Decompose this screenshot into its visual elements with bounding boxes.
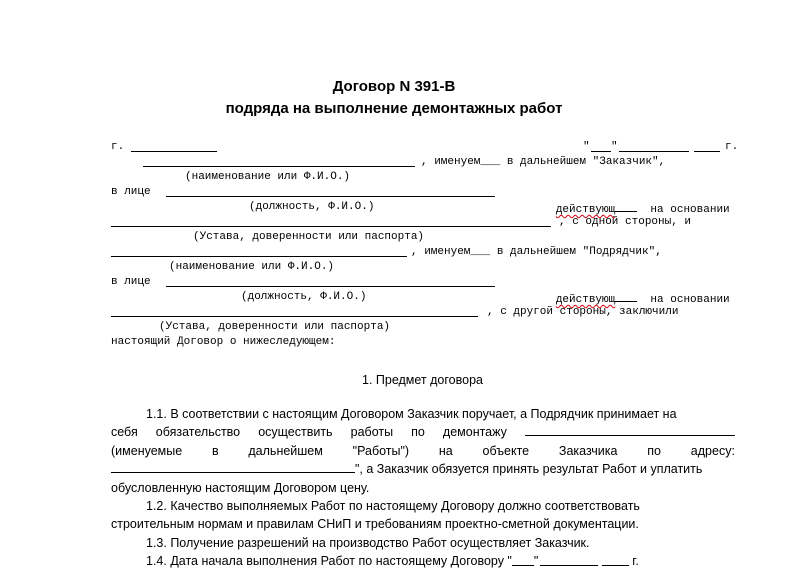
clause-1-4-quote: " <box>533 554 539 569</box>
clause-word: себя <box>111 425 138 440</box>
clause-word: обязательство <box>155 425 241 440</box>
clause-1-1-line-4 <box>111 460 735 478</box>
contractor-name-caption: (наименование или Ф.И.О.) <box>169 261 335 273</box>
clause-word: работы <box>350 425 394 440</box>
clause-1-3: 1.3. Получение разрешений на производство Работ осуществляет Заказчик. <box>146 535 590 550</box>
concluded-line <box>111 335 721 350</box>
contractor-name-caption-line <box>111 260 721 275</box>
clause-1-1-line-4-text: ", а Заказчик обязуется принять результат Работ и уплатить <box>355 462 703 477</box>
clause-1-4-year-suffix: г. <box>632 554 639 569</box>
clause-word: объекте <box>482 443 530 458</box>
contractor-name-blank <box>111 245 407 257</box>
in-person-label: в лице <box>111 186 151 198</box>
clause-1-1-line-1: 1.1. В соответствии с настоящим Договором Заказчик поручает, а Подрядчик принимает на <box>146 407 677 421</box>
contractor-basis-caption-line <box>111 320 721 335</box>
clause-1-1-line-3 <box>111 442 735 460</box>
start-month-blank <box>540 553 598 566</box>
clause-word: по <box>411 425 425 440</box>
customer-basis-caption-line <box>111 230 721 245</box>
clause-word: демонтажу <box>442 425 507 440</box>
clause-word: на <box>438 443 453 458</box>
contractor-basis-blank <box>111 305 478 317</box>
customer-position-caption: (должность, Ф.И.О.) <box>249 201 375 213</box>
clause-1-4-text: 1.4. Дата начала выполнения Работ по настоящему Договору " <box>146 554 512 569</box>
customer-basis-caption: (Устава, доверенности или паспорта) <box>193 231 425 243</box>
document-subtitle: подряда на выполнение демонтажных работ <box>225 100 563 117</box>
clause-1-2-line-2: строительным нормам и правилам СНиП и требованиям проектно-сметной документации. <box>111 517 639 532</box>
clause-word: адресу: <box>690 443 735 458</box>
document-title: Договор N 391-В <box>332 78 456 95</box>
acting-basis-text: на основании <box>637 204 730 216</box>
acting-word-2: действующ <box>555 294 616 306</box>
day-blank <box>591 140 611 152</box>
contractor-basis-caption: (Устава, доверенности или паспорта) <box>159 321 391 333</box>
month-blank <box>619 140 689 152</box>
acting-basis-text-2: на основании <box>637 294 730 306</box>
start-year-blank <box>602 553 629 566</box>
customer-name-blank <box>143 155 415 167</box>
concluded-text: настоящий Договор о нижеследующем: <box>111 336 336 348</box>
clause-word: (именуемые <box>111 443 183 458</box>
year-blank <box>694 140 720 152</box>
customer-position-caption-line <box>111 200 721 215</box>
customer-basis-line <box>111 215 721 230</box>
customer-name-caption: (наименование или Ф.И.О.) <box>185 171 351 183</box>
contractor-position-caption: (должность, Ф.И.О.) <box>241 291 367 303</box>
customer-name-caption-line <box>111 170 721 185</box>
year-suffix: г. <box>725 141 739 153</box>
section-1-title: 1. Предмет договора <box>362 373 483 387</box>
contractor-rep-blank <box>166 275 495 287</box>
customer-name-line <box>111 155 721 170</box>
clause-word: осуществить <box>258 425 333 440</box>
other-side-text: , с другой стороны, заключили <box>487 306 679 318</box>
customer-called-text: , именуем___ в дальнейшем "Заказчик", <box>421 156 666 168</box>
demolition-object-blank <box>525 423 735 436</box>
customer-basis-blank <box>111 215 551 227</box>
clause-1-1-line-2 <box>111 423 735 441</box>
clause-word: "Работы") <box>352 443 410 458</box>
contractor-called-text: , именуем___ в дальнейшем "Подрядчик", <box>411 246 662 258</box>
address-blank <box>111 460 355 473</box>
contractor-basis-line <box>111 305 721 320</box>
section-1-clauses <box>111 405 735 571</box>
clause-word: по <box>647 443 662 458</box>
one-side-text: , с одной стороны, и <box>559 216 692 228</box>
city-blank <box>131 140 217 152</box>
acting-word: действующ <box>555 204 616 216</box>
customer-rep-blank <box>166 185 495 197</box>
clause-1-4 <box>111 552 735 570</box>
start-day-blank <box>512 553 534 566</box>
city-prefix: г. <box>111 141 125 153</box>
clause-1-2-line-1: 1.2. Качество выполняемых Работ по настоящему Договору должно соответствовать <box>146 499 640 514</box>
clause-1-1-line-5: обусловленную настоящим Договором цену. <box>111 480 370 495</box>
contractor-name-line <box>111 245 721 260</box>
city-date-line <box>111 140 739 155</box>
date-open-quote: " <box>583 141 590 153</box>
in-person-label-2: в лице <box>111 276 151 288</box>
date-close-quote: " <box>611 141 618 153</box>
clause-word: дальнейшем <box>248 443 323 458</box>
clause-word: Заказчика <box>558 443 618 458</box>
clause-word: в <box>211 443 219 458</box>
parties-block <box>111 140 739 350</box>
contractor-position-caption-line <box>111 290 721 305</box>
